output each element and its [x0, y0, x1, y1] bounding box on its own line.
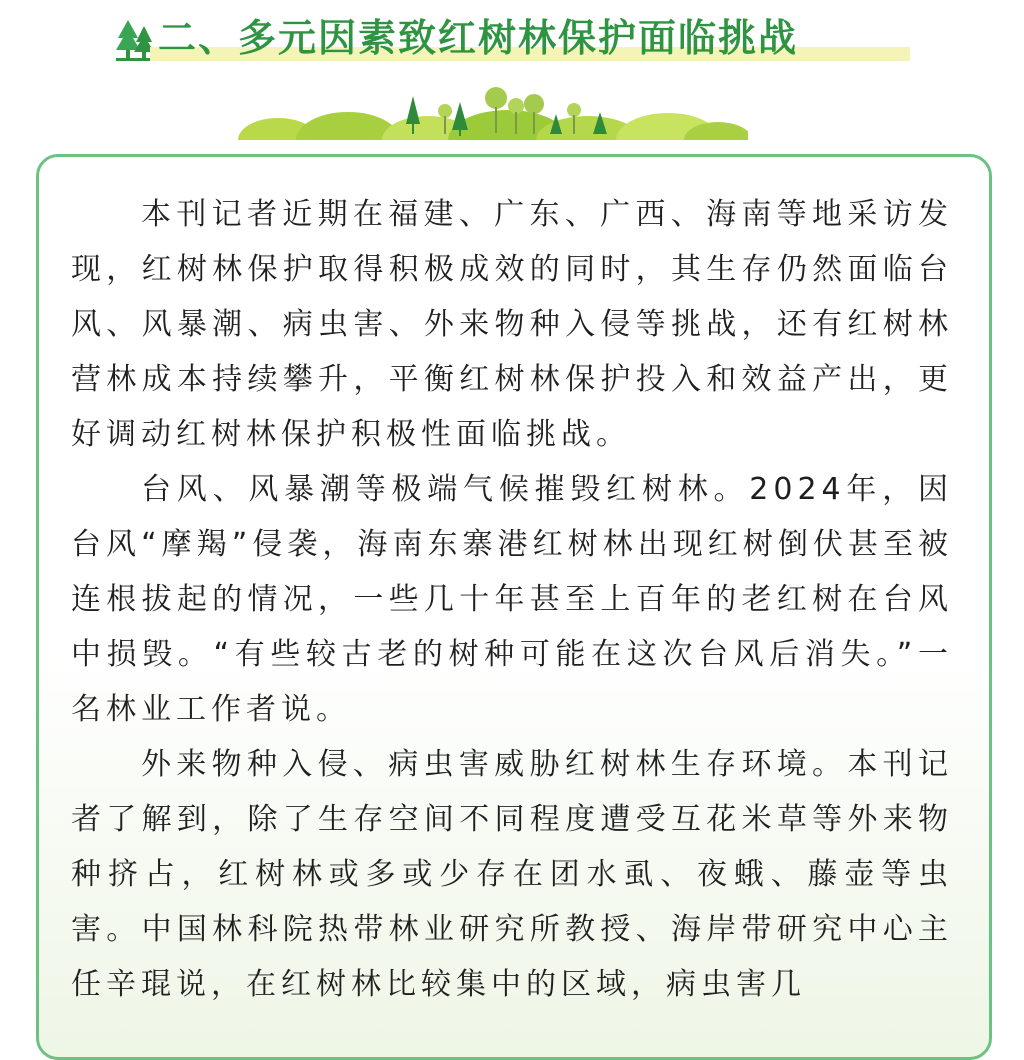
article-paragraph: 外来物种入侵、病虫害威胁红树林生存环境。本刊记者了解到，除了生存空间不同程度遭受互花米草等外来物种挤占，红树林或多或少存在团水虱、夜蛾、藤壶等虫害。中国林科院热带林业研究所教授、海岸带研究中心主任辛琨说，在红树林比较集中的区域，病虫害几	[71, 747, 953, 1002]
article-paragraph: 本刊记者近期在福建、广东、广西、海南等地采访发现，红树林保护取得积极成效的同时，其生存仍然面临台风、风暴潮、病虫害、外来物种入侵等挑战，还有红树林营林成本持续攀升，平衡红树林保护投入和效益产出，更好调动红树林保护积极性面临挑战。	[71, 197, 953, 452]
article-card	[36, 154, 992, 1060]
section-header	[0, 0, 1024, 150]
green-hills-trees-icon	[238, 84, 748, 140]
section-title: 二、多元因素致红树林保护面临挑战	[158, 16, 799, 60]
article-paragraph: 台风、风暴潮等极端气候摧毁红树林。2024年，因台风“摩羯”侵袭，海南东寨港红树林出现红树倒伏甚至被连根拔起的情况，一些几十年甚至上百年的老红树在台风中损毁。“有些较古老的树种可能在这次台风后消失。”一名林业工作者说。	[71, 472, 953, 727]
article-body	[71, 187, 953, 1012]
